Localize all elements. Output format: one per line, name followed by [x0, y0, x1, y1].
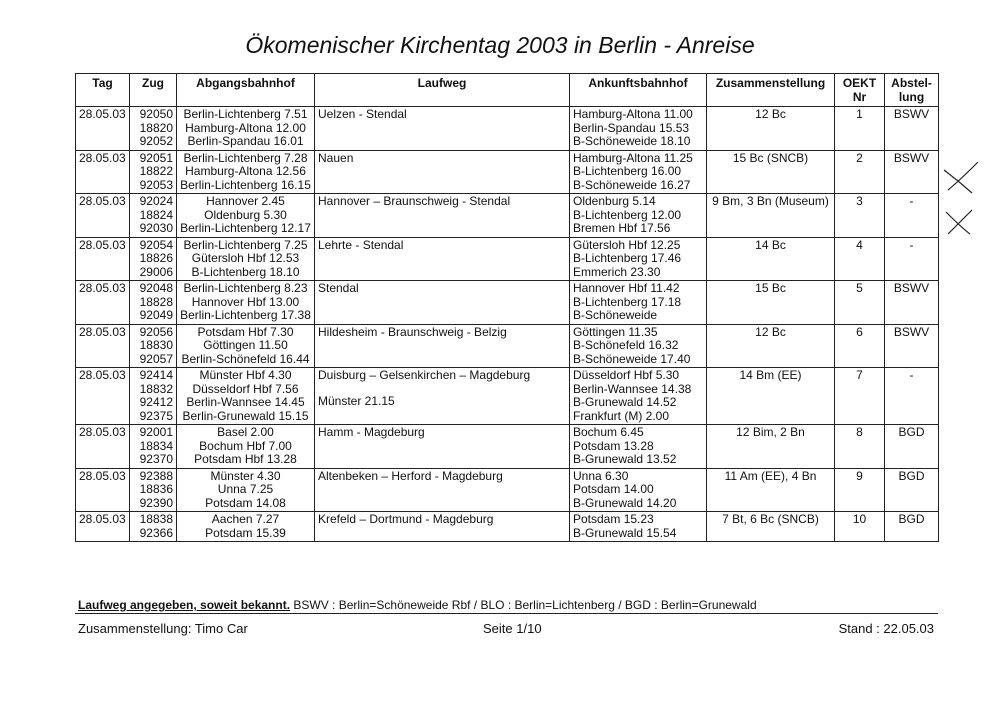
zug-cell: [130, 368, 177, 425]
arrival-line: B-Schöneweide: [573, 308, 658, 322]
tag-cell: [76, 368, 130, 425]
schedule-table: [75, 73, 939, 542]
abgangsbahnhof-cell: [177, 237, 315, 281]
zug-cell: [130, 512, 177, 542]
zusammenstellung-cell: [707, 324, 835, 368]
departure-line: B-Lichtenberg 18.10: [191, 264, 300, 279]
arrival-line: B-Schönefeld 16.32: [573, 338, 679, 352]
header-abgangsbahnhof: Abgangsbahnhof: [177, 74, 315, 107]
arrival-line: Potsdam 13.28: [573, 438, 654, 453]
abstellung-cell: [885, 194, 939, 238]
zug-number: 92375: [139, 408, 173, 423]
header-ankunftsbahnhof: Ankunftsbahnhof: [570, 74, 707, 107]
departure-line: Potsdam 15.39: [205, 525, 286, 540]
zug-number: 18836: [139, 482, 173, 496]
zug-number: 92024: [139, 194, 173, 208]
tag-cell: [76, 512, 130, 542]
zug-cell: [130, 237, 177, 281]
departure-line: Berlin-Lichtenberg 8.23: [183, 281, 308, 295]
zusammenstellung-value: 12 Bc: [755, 107, 786, 121]
zusammenstellung-value: 14 Bc: [755, 237, 786, 252]
laufweg-value: Krefeld – Dortmund - Magdeburg: [318, 512, 494, 526]
laufweg-value: Duisburg – Gelsenkirchen – Magdeburg: [318, 368, 531, 382]
zusammenstellung-cell: [707, 281, 835, 325]
abgangsbahnhof-cell: [177, 107, 315, 151]
zusammenstellung-cell: [707, 512, 835, 542]
departure-line: Münster Hbf 4.30: [199, 368, 292, 382]
abstellung-value: BGD: [898, 425, 925, 439]
tag-value: 28.05.03: [79, 512, 126, 526]
abstellung-cell: [885, 324, 939, 368]
abstellung-cell: [885, 281, 939, 325]
zug-cell: [130, 194, 177, 238]
oekt-nr-cell: [835, 150, 885, 194]
zusammenstellung-value: 12 Bc: [755, 324, 786, 339]
arrival-line: B-Lichtenberg 16.00: [573, 164, 682, 178]
abstellung-value: BSWV: [893, 324, 930, 339]
arrival-line: B-Schöneweide 18.10: [573, 134, 691, 148]
header-laufweg: Laufweg: [315, 74, 570, 107]
ankunftsbahnhof-cell: [570, 150, 707, 194]
laufweg-value: Altenbeken – Herford - Magdeburg: [318, 468, 503, 483]
zug-number: 92051: [139, 150, 173, 165]
arrival-line: Potsdam 15.23: [573, 512, 654, 526]
abstellung-value: -: [909, 194, 914, 208]
laufweg-cell: [315, 150, 570, 194]
ankunftsbahnhof-cell: [570, 425, 707, 469]
tag-value: 28.05.03: [79, 237, 126, 252]
abgangsbahnhof-cell: [177, 194, 315, 238]
zug-cell: [130, 468, 177, 512]
departure-line: Berlin-Lichtenberg 7.25: [183, 237, 308, 252]
oekt-nr-value: 3: [856, 194, 863, 208]
abgangsbahnhof-cell: [177, 150, 315, 194]
arrival-line: Hamburg-Altona 11.25: [573, 150, 693, 165]
laufweg-cell: [315, 194, 570, 238]
oekt-nr-value: 6: [856, 324, 863, 339]
arrival-line: Berlin-Wannsee 14.38: [573, 381, 692, 396]
arrival-line: Düsseldorf Hbf 5.30: [573, 368, 680, 382]
abgangsbahnhof-cell: [177, 512, 315, 542]
zug-number: 18838: [139, 512, 173, 526]
laufweg-cell: [315, 512, 570, 542]
abstellung-cell: [885, 237, 939, 281]
oekt-nr-cell: [835, 425, 885, 469]
zusammenstellung-cell: [707, 150, 835, 194]
arrival-line: Potsdam 14.00: [573, 482, 654, 496]
departure-line: Aachen 7.27: [211, 512, 280, 526]
laufweg-cell: [315, 368, 570, 425]
zug-number: 92366: [139, 525, 173, 540]
zusammenstellung-value: 12 Bim, 2 Bn: [736, 425, 805, 439]
departure-line: Göttingen 11.50: [203, 338, 288, 352]
zusammenstellung-cell: [707, 237, 835, 281]
ankunftsbahnhof-cell: [570, 368, 707, 425]
zug-number: 92414: [139, 368, 173, 382]
header-zusammenstellung: Zusammenstellung: [707, 74, 835, 107]
laufweg-value: Hannover – Braunschweig - Stendal: [318, 194, 511, 208]
zug-number: 92050: [139, 107, 173, 121]
tag-cell: [76, 237, 130, 281]
arrival-line: Hannover Hbf 11.42: [573, 281, 680, 295]
zusammenstellung-cell: [707, 107, 835, 151]
zug-number: 92049: [139, 308, 173, 322]
abgangsbahnhof-cell: [177, 425, 315, 469]
tag-cell: [76, 425, 130, 469]
table-row: [76, 468, 939, 512]
zug-number: 92053: [139, 177, 173, 192]
table-row: [76, 512, 939, 542]
departure-line: Hamburg-Altona 12.00: [185, 120, 306, 135]
tag-value: 28.05.03: [79, 324, 126, 339]
zusammenstellung-value: 7 Bt, 6 Bc (SNCB): [722, 512, 819, 526]
arrival-line: Gütersloh Hbf 12.25: [573, 237, 681, 252]
zug-number: 18826: [139, 251, 173, 265]
abstellung-value: BSWV: [893, 281, 930, 295]
zug-number: 92390: [139, 495, 173, 510]
departure-line: Hannover 2.45: [206, 194, 285, 208]
zug-number: 92388: [139, 468, 173, 483]
laufweg-spacer: [318, 383, 566, 395]
oekt-nr-cell: [835, 368, 885, 425]
tag-value: 28.05.03: [79, 468, 126, 483]
page-title: Ökomenischer Kirchentag 2003 in Berlin - Anreise: [245, 32, 755, 58]
departure-line: Berlin-Lichtenberg 16.15: [180, 177, 311, 192]
arrival-line: B-Lichtenberg 17.18: [573, 294, 682, 309]
zusammenstellung-value: 11 Am (EE), 4 Bn: [724, 468, 817, 483]
laufweg-cell: [315, 107, 570, 151]
arrival-line: Göttingen 11.35: [573, 324, 658, 339]
ankunftsbahnhof-cell: [570, 194, 707, 238]
oekt-nr-value: 2: [856, 150, 863, 165]
zug-number: 92056: [139, 324, 173, 339]
arrival-line: B-Lichtenberg 17.46: [573, 251, 682, 265]
abstellung-value: BGD: [898, 512, 925, 526]
table-body: [76, 107, 939, 542]
abstellung-cell: [885, 512, 939, 542]
laufweg-value: Lehrte - Stendal: [318, 237, 404, 252]
oekt-nr-cell: [835, 237, 885, 281]
zusammenstellung-cell: [707, 368, 835, 425]
footer-stand-date: Stand : 22.05.03: [838, 621, 934, 636]
zug-number: 18822: [139, 164, 173, 178]
oekt-nr-value: 5: [856, 281, 863, 295]
zug-number: 92412: [139, 395, 173, 409]
laufweg-cell: [315, 468, 570, 512]
header-oekt-nr: [835, 74, 885, 107]
arrival-line: Emmerich 23.30: [573, 264, 661, 279]
oekt-nr-value: 4: [856, 237, 863, 252]
abstellung-value: -: [909, 237, 914, 252]
departure-line: Berlin-Lichtenberg 7.51: [183, 107, 308, 121]
ankunftsbahnhof-cell: [570, 237, 707, 281]
oekt-nr-cell: [835, 107, 885, 151]
tag-value: 28.05.03: [79, 368, 126, 382]
tag-value: 28.05.03: [79, 107, 126, 121]
zusammenstellung-cell: [707, 194, 835, 238]
arrival-line: Bochum 6.45: [573, 425, 644, 439]
oekt-nr-value: 10: [852, 512, 867, 526]
departure-line: Berlin-Schönefeld 16.44: [181, 351, 310, 366]
zug-number: 18830: [139, 338, 173, 352]
header-zug: Zug: [130, 74, 177, 107]
header-abstellung-line2: lung: [898, 89, 925, 104]
tag-cell: [76, 281, 130, 325]
tag-value: 28.05.03: [79, 281, 126, 295]
departure-line: Hamburg-Altona 12.56: [185, 164, 306, 178]
laufweg-cell: [315, 281, 570, 325]
arrival-line: B-Grunewald 15.54: [573, 525, 677, 540]
oekt-nr-cell: [835, 281, 885, 325]
footer-note: [78, 598, 757, 612]
laufweg-cell: [315, 324, 570, 368]
oekt-nr-value: 9: [856, 468, 863, 483]
oekt-nr-value: 7: [856, 368, 863, 382]
oekt-nr-cell: [835, 512, 885, 542]
zug-cell: [130, 324, 177, 368]
tag-value: 28.05.03: [79, 150, 126, 165]
arrival-line: B-Schöneweide 16.27: [573, 177, 691, 192]
zug-number: 92370: [139, 452, 173, 466]
laufweg-value: Uelzen - Stendal: [318, 107, 407, 121]
laufweg-extra: Münster 21.15: [318, 393, 395, 408]
table-row: [76, 194, 939, 238]
departure-line: Basel 2.00: [217, 425, 274, 439]
zug-cell: [130, 107, 177, 151]
arrival-line: Berlin-Spandau 15.53: [573, 120, 690, 135]
abgangsbahnhof-cell: [177, 324, 315, 368]
departure-line: Gütersloh Hbf 12.53: [191, 251, 300, 265]
laufweg-value: Hamm - Magdeburg: [318, 425, 425, 439]
arrival-line: B-Lichtenberg 12.00: [573, 207, 682, 222]
zusammenstellung-value: 14 Bm (EE): [739, 368, 802, 382]
footer-compiled-by: Zusammenstellung: Timo Car: [78, 621, 248, 636]
zug-number: 92054: [139, 237, 173, 252]
abgangsbahnhof-cell: [177, 368, 315, 425]
abstellung-value: BGD: [898, 468, 925, 483]
abgangsbahnhof-cell: [177, 468, 315, 512]
handwritten-cross-mark-2: [942, 206, 976, 240]
departure-line: Berlin-Wannsee 14.45: [186, 395, 305, 409]
arrival-line: B-Grunewald 14.52: [573, 395, 677, 409]
arrival-line: B-Schöneweide 17.40: [573, 351, 691, 366]
arrival-line: Hamburg-Altona 11.00: [573, 107, 693, 121]
departure-line: Berlin-Spandau 16.01: [187, 134, 304, 148]
zug-number: 29006: [139, 264, 173, 279]
table-row: [76, 107, 939, 151]
departure-line: Oldenburg 5.30: [204, 207, 287, 222]
oekt-nr-cell: [835, 324, 885, 368]
table-row: [76, 425, 939, 469]
oekt-nr-cell: [835, 468, 885, 512]
footer-divider: [75, 613, 938, 614]
abstellung-value: BSWV: [893, 150, 930, 165]
abstellung-cell: [885, 107, 939, 151]
oekt-nr-value: 8: [856, 425, 863, 439]
zug-number: 18832: [139, 381, 173, 396]
ankunftsbahnhof-cell: [570, 281, 707, 325]
departure-line: Potsdam Hbf 13.28: [194, 452, 297, 466]
zug-number: 92030: [139, 221, 173, 235]
arrival-line: Unna 6.30: [573, 468, 629, 483]
departure-line: Potsdam Hbf 7.30: [197, 324, 294, 339]
ankunftsbahnhof-cell: [570, 468, 707, 512]
departure-line: Berlin-Lichtenberg 7.28: [183, 150, 308, 165]
zusammenstellung-cell: [707, 425, 835, 469]
abstellung-value: -: [909, 368, 914, 382]
header-oekt-nr-line2: Nr: [852, 89, 867, 104]
departure-line: Hannover Hbf 13.00: [191, 294, 300, 309]
footer-note-legend: BSWV : Berlin=Schöneweide Rbf / BLO : Berlin=Lichtenberg / BGD : Berlin=Grunewald: [290, 598, 757, 612]
footer-page-number: Seite 1/10: [483, 621, 542, 636]
arrival-line: B-Grunewald 14.20: [573, 495, 677, 510]
ankunftsbahnhof-cell: [570, 107, 707, 151]
abgangsbahnhof-cell: [177, 281, 315, 325]
header-abstellung: [885, 74, 939, 107]
laufweg-cell: [315, 237, 570, 281]
arrival-line: Bremen Hbf 17.56: [573, 221, 671, 235]
header-oekt-nr-line1: OEKT: [842, 76, 877, 90]
handwritten-cross-mark-1: [940, 160, 982, 196]
abstellung-cell: [885, 150, 939, 194]
zug-number: 18824: [139, 207, 173, 222]
zug-cell: [130, 425, 177, 469]
zug-number: 92001: [139, 425, 173, 439]
departure-line: Berlin-Grunewald 15.15: [182, 408, 309, 423]
tag-cell: [76, 194, 130, 238]
table-row: [76, 368, 939, 425]
oekt-nr-value: 1: [856, 107, 863, 121]
abstellung-cell: [885, 425, 939, 469]
departure-line: Unna 7.25: [217, 482, 274, 496]
laufweg-cell: [315, 425, 570, 469]
zusammenstellung-value: 15 Bc (SNCB): [732, 150, 809, 165]
tag-cell: [76, 150, 130, 194]
laufweg-value: Hildesheim - Braunschweig - Belzig: [318, 324, 507, 339]
zug-number: 92048: [139, 281, 173, 295]
table-row: [76, 150, 939, 194]
header-row: [76, 74, 939, 107]
departure-line: Potsdam 14.08: [205, 495, 286, 510]
zug-number: 18828: [139, 294, 173, 309]
ankunftsbahnhof-cell: [570, 324, 707, 368]
departure-line: Bochum Hbf 7.00: [199, 438, 292, 453]
zug-cell: [130, 150, 177, 194]
laufweg-value: Stendal: [318, 281, 359, 295]
footer-note-bold: Laufweg angegeben, soweit bekannt.: [78, 598, 291, 612]
tag-value: 28.05.03: [79, 425, 126, 439]
ankunftsbahnhof-cell: [570, 512, 707, 542]
table-row: [76, 324, 939, 368]
arrival-line: B-Grunewald 13.52: [573, 452, 677, 466]
departure-line: Münster 4.30: [210, 468, 281, 483]
zusammenstellung-cell: [707, 468, 835, 512]
departure-line: Berlin-Lichtenberg 12.17: [180, 221, 311, 235]
tag-cell: [76, 107, 130, 151]
abstellung-cell: [885, 368, 939, 425]
table-row: [76, 281, 939, 325]
zug-number: 92057: [139, 351, 173, 366]
tag-cell: [76, 468, 130, 512]
oekt-nr-cell: [835, 194, 885, 238]
zug-number: 92052: [139, 134, 173, 148]
table-row: [76, 237, 939, 281]
arrival-line: Frankfurt (M) 2.00: [573, 408, 670, 423]
zug-cell: [130, 281, 177, 325]
arrival-line: Oldenburg 5.14: [573, 194, 656, 208]
header-tag: Tag: [76, 74, 130, 107]
zusammenstellung-value: 9 Bm, 3 Bn (Museum): [712, 194, 829, 208]
zusammenstellung-value: 15 Bc: [755, 281, 786, 295]
zug-number: 18834: [139, 438, 173, 453]
departure-line: Berlin-Lichtenberg 17.38: [180, 308, 311, 322]
abstellung-value: BSWV: [893, 107, 930, 121]
tag-cell: [76, 324, 130, 368]
tag-value: 28.05.03: [79, 194, 126, 208]
header-abstellung-line1: Abstel-: [891, 76, 932, 90]
zug-number: 18820: [139, 120, 173, 135]
departure-line: Düsseldorf Hbf 7.56: [192, 381, 299, 396]
abstellung-cell: [885, 468, 939, 512]
laufweg-value: Nauen: [318, 150, 354, 165]
